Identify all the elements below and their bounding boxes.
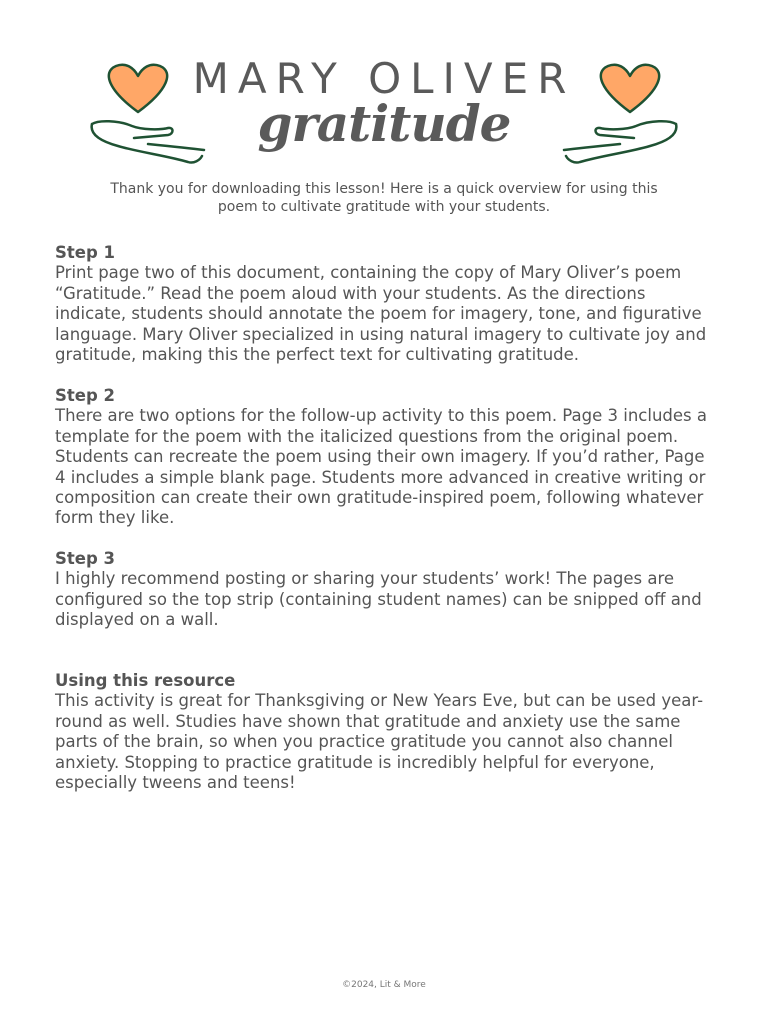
page-subtitle: gratitude <box>257 94 511 153</box>
section-body: I highly recommend posting or sharing your students’ work! The pages are configured so the top strip (containing student names) can be snipped off and displayed on a wall. <box>55 569 702 630</box>
step-3-section <box>55 549 720 631</box>
step-1-section <box>55 243 720 365</box>
section-body: There are two options for the follow-up activity to this poem. Page 3 includes a template for the poem with the italicized questions from the original poem. Students can recreate the poem using their own imagery. If you’d rather, Page 4 includes a simple blank page. Students more advanced in creative writing or composition can create their own gratitude-inspired poem, following whatever form they like. <box>55 406 707 528</box>
section-body: This activity is great for Thanksgiving or New Years Eve, but can be used year-round as well. Studies have shown that gratitude and anxiety use the same parts of the brain, so when you practice gratitude you cannot also channel anxiety. Stopping to practice gratitude is incredibly helpful for everyone, especially tweens and teens! <box>55 691 704 793</box>
section-body: Print page two of this document, containing the copy of Mary Oliver’s poem “Gratitude.” Read the poem aloud with your students. As the directions indicate, students should annotate the poem for imagery, tone, and figurative language. Mary Oliver specialized in using natural imagery to cultivate joy and gratitude, making this the perfect text for cultivating gratitude. <box>55 263 707 365</box>
section-heading: Using this resource <box>55 671 236 690</box>
intro-text: Thank you for downloading this lesson! Here is a quick overview for using this poem to cultivate gratitude with your students. <box>110 181 658 215</box>
section-heading: Step 1 <box>55 243 115 262</box>
page-title: MARY OLIVER <box>192 54 576 103</box>
step-2-section <box>55 386 720 529</box>
using-resource-section <box>55 671 720 793</box>
section-heading: Step 2 <box>55 386 115 405</box>
section-heading: Step 3 <box>55 549 115 568</box>
copyright-footer: ©2024, Lit & More <box>342 980 426 990</box>
